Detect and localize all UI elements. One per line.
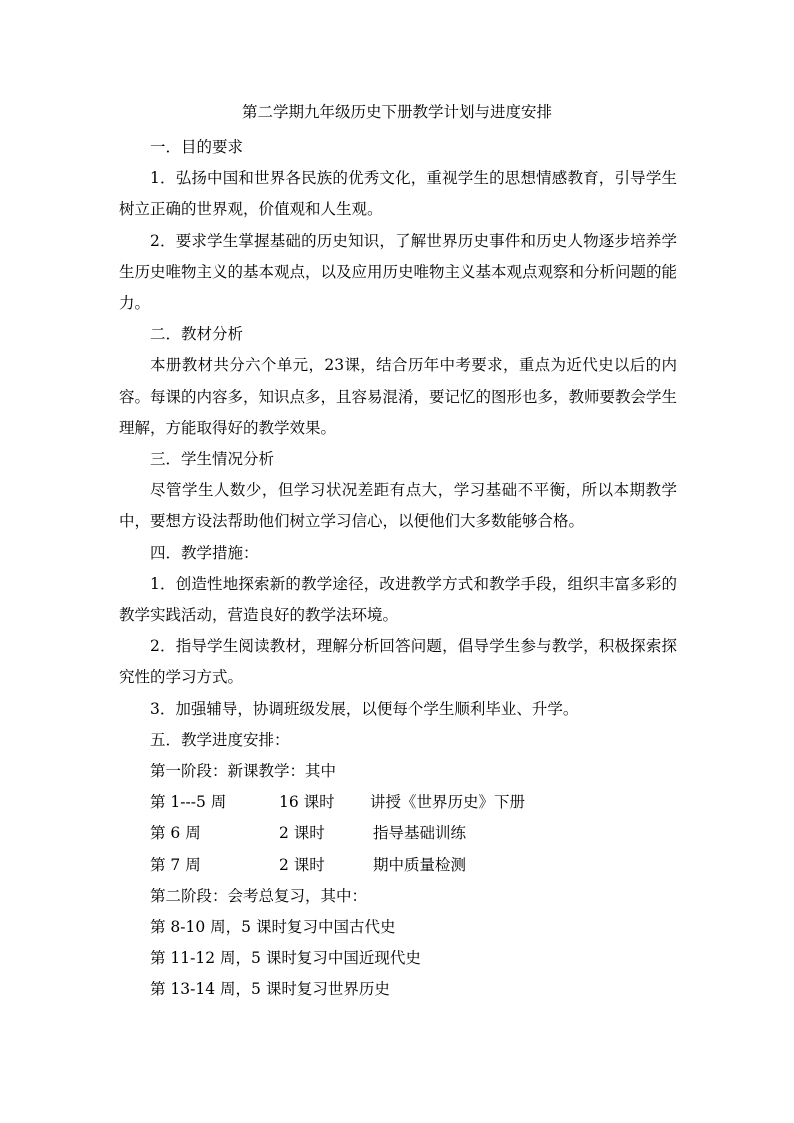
- schedule-row: [119, 787, 677, 818]
- schedule-hours: 16 课时: [279, 793, 335, 812]
- section-heading-students: 三．学生情况分析: [150, 450, 275, 469]
- objectives-paragraph-2: 2．要求学生掌握基础的历史知识，了解世界历史事件和历史人物逐步培养学生历史唯物主义的基本观点，以及应用历史唯物主义基本观点观察和分析问题的能力。: [119, 231, 678, 313]
- objectives-paragraph-1: 1．弘扬中国和世界各民族的优秀文化，重视学生的思想情感教育，引导学生树立正确的世界观，价值观和人生观。: [119, 169, 677, 219]
- schedule-week: 第 1---5 周: [150, 793, 227, 812]
- section-heading-objectives: 一．目的要求: [150, 138, 244, 156]
- phase-one-label: 第一阶段：新课教学：其中: [150, 762, 337, 781]
- schedule-week: 第 6 周: [150, 824, 201, 843]
- schedule-week: 第 7 周: [150, 855, 201, 874]
- document-body: [119, 132, 677, 1006]
- review-item: 第 8-10 周，5 课时复习中国古代史: [150, 918, 396, 937]
- schedule-content: 指导基础训练: [373, 824, 467, 843]
- schedule-hours: 2 课时: [279, 824, 325, 843]
- phase-two-label: 第二阶段：会考总复习，其中：: [150, 886, 368, 905]
- schedule-hours: 2 课时: [279, 855, 325, 874]
- students-analysis-paragraph: 尽管学生人数少，但学习状况差距有点大，学习基础不平衡，所以本期教学中，要想方设法帮助他们树立学习信心，以便他们大多数能够合格。: [119, 481, 677, 531]
- section-heading-textbook: 二．教材分析: [150, 325, 244, 344]
- textbook-analysis-paragraph: 本册教材共分六个单元，23课，结合历年中考要求，重点为近代史以后的内容。每课的内容多，知识点多，且容易混淆，要记忆的图形也多，教师要教会学生理解，方能取得好的教学效果。: [119, 356, 678, 437]
- schedule-row: [119, 818, 677, 849]
- measure-item: 2．指导学生阅读教材，理解分析回答问题，倡导学生参与教学，积极探索探究性的学习方式。: [119, 637, 677, 687]
- measure-item: 1．创造性地探索新的教学途径，改进教学方式和教学手段，组织丰富多彩的教学实践活动，营造良好的教学法环境。: [119, 574, 677, 625]
- section-heading-measures: 四．教学措施：: [150, 543, 259, 562]
- schedule-content: 期中质量检测: [373, 855, 467, 874]
- review-item: 第 11-12 周，5 课时复习中国近现代史: [150, 949, 421, 968]
- schedule-row: [119, 850, 677, 881]
- review-item: 第 13-14 周，5 课时复习世界历史: [150, 980, 390, 999]
- schedule-content: 讲授《世界历史》下册: [370, 793, 526, 812]
- document-title: 第二学期九年级历史下册教学计划与进度安排: [241, 103, 552, 121]
- section-heading-schedule: 五．教学进度安排：: [150, 730, 290, 749]
- measure-item: 3．加强辅导，协调班级发展，以便每个学生顺利毕业、升学。: [150, 699, 579, 718]
